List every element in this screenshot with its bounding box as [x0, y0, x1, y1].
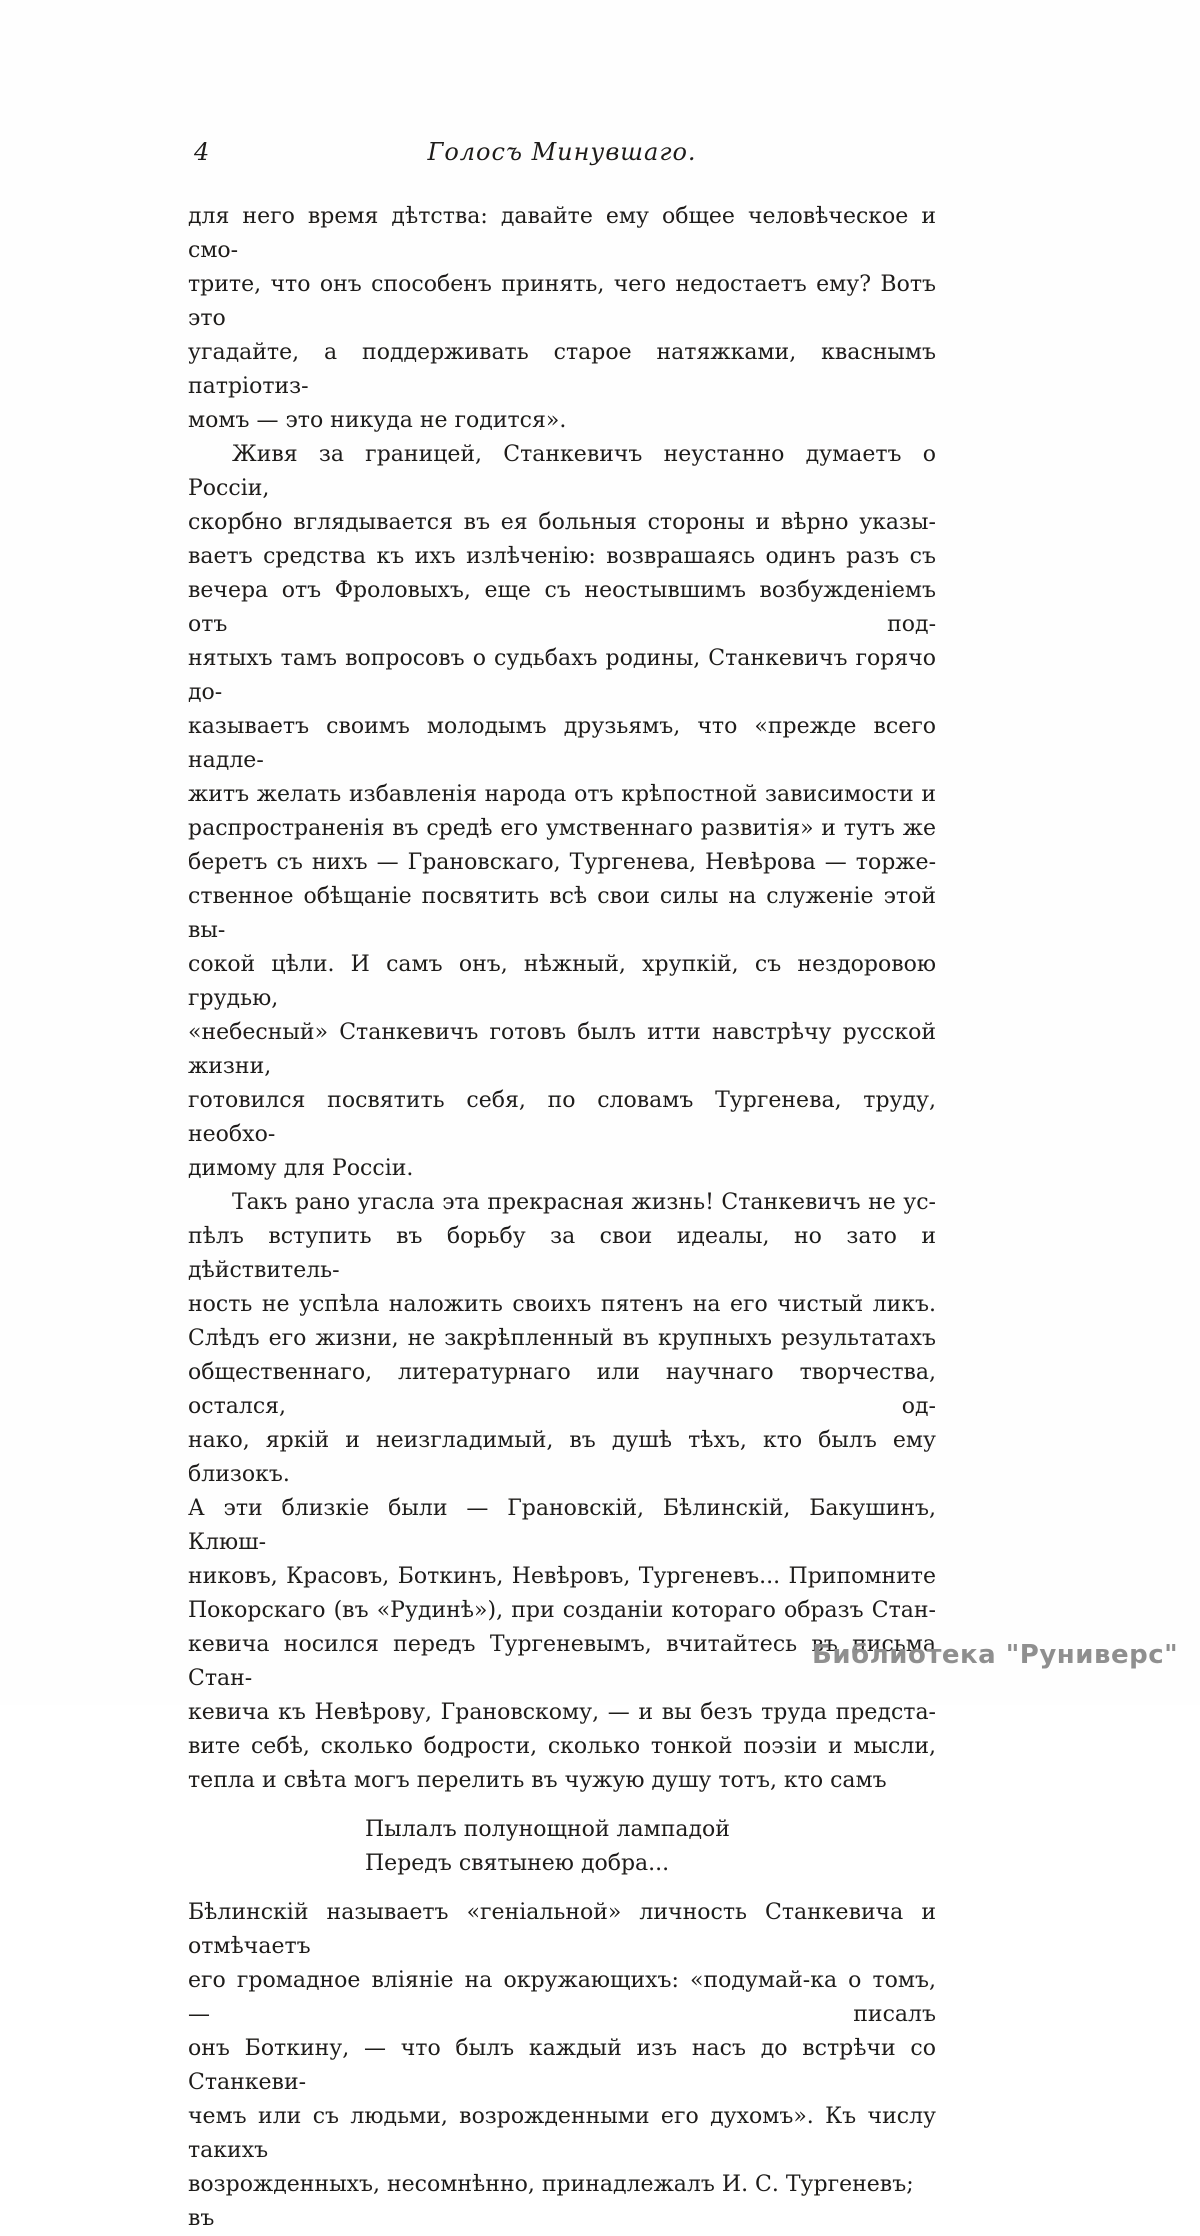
- text-line: кевича носился передъ Тургеневымъ, вчитайтесь въ письма Стан-: [188, 1632, 936, 1691]
- text-line: Слѣдъ его жизни, не закрѣпленный въ крупныхъ результатахъ: [188, 1326, 936, 1351]
- text-line: сокой цѣли. И самъ онъ, нѣжный, хрупкій, съ нездоровою грудью,: [188, 952, 936, 1011]
- text-line: готовился посвятить себя, по словамъ Тургенева, труду, необхо-: [188, 1088, 936, 1147]
- text-line: онъ Боткину, — что былъ каждый изъ насъ до встрѣчи со Станкеви-: [188, 2036, 936, 2095]
- text-line: распространенія въ средѣ его умственнаго развитія» и тутъ же: [188, 816, 936, 841]
- text-line: ность не успѣла наложить своихъ пятенъ на его чистый ликъ.: [188, 1292, 936, 1317]
- text-line: чемъ или съ людьми, возрожденными его духомъ». Къ числу такихъ: [188, 2104, 936, 2163]
- text-line: Пылалъ полунощной лампадой: [365, 1817, 730, 1842]
- text-line: ственное обѣщаніе посвятить всѣ свои силы на служеніе этой вы-: [188, 884, 936, 943]
- text-line: вите себѣ, сколько бодрости, сколько тонкой поэзіи и мысли,: [188, 1734, 936, 1759]
- text-line: нятыхъ тамъ вопросовъ о судьбахъ родины, Станкевичъ горячо до-: [188, 646, 936, 705]
- running-header: [188, 138, 936, 172]
- text-line: ваетъ средства къ ихъ излѣченію: возврашаясь одинъ разъ съ: [188, 544, 936, 569]
- text-line: тепла и свѣта могъ перелить въ чужую душу тотъ, кто самъ: [188, 1768, 887, 1793]
- text-line: никовъ, Красовъ, Боткинъ, Невѣровъ, Тургеневъ... Припомните: [188, 1564, 936, 1589]
- text-line: угадайте, а поддерживать старое натяжками, кваснымъ патріотиз-: [188, 340, 936, 399]
- library-watermark: Библиотека "Руниверс": [812, 1640, 1179, 1670]
- text-line: нако, яркій и неизгладимый, въ душѣ тѣхъ, кто былъ ему близокъ.: [188, 1428, 936, 1487]
- text-line: Покорскаго (въ «Рудинѣ»), при созданіи котораго образъ Стан-: [188, 1598, 936, 1623]
- verse-quote: [365, 1813, 936, 1881]
- text-line: для него время дѣтства: давайте ему общее человѣческое и смо-: [188, 204, 936, 263]
- text-line: житъ желать избавленія народа отъ крѣпостной зависимости и: [188, 782, 936, 807]
- text-line: димому для Россіи.: [188, 1156, 414, 1181]
- text-line: пѣлъ вступить въ борьбу за свои идеалы, но зато и дѣйствитель-: [188, 1224, 936, 1283]
- text-line: его громадное вліяніе на окружающихъ: «подумай-ка о томъ, — писалъ: [188, 1968, 936, 2027]
- paragraph: [188, 1186, 936, 1798]
- text-line: общественнаго, литературнаго или научнаго творчества, остался, од-: [188, 1360, 936, 1419]
- text-line: А эти близкіе были — Грановскій, Бѣлинскій, Бакушинъ, Клюш-: [188, 1496, 936, 1555]
- text-line: Живя за границей, Станкевичъ неустанно думаетъ о Россіи,: [188, 442, 936, 501]
- paragraph: [188, 200, 936, 438]
- text-line: вечера отъ Фроловыхъ, еще съ неостывшимъ возбужденіемъ отъ под-: [188, 578, 936, 637]
- page-number: 4: [194, 138, 210, 166]
- paragraph: [188, 1896, 936, 2236]
- paragraph: [188, 438, 936, 1186]
- text-line: кевича къ Невѣрову, Грановскому, — и вы безъ труда предста-: [188, 1700, 936, 1725]
- text-line: Такъ рано угасла эта прекрасная жизнь! Станкевичъ не ус-: [232, 1190, 936, 1215]
- text-line: возрожденныхъ, несомнѣнно, принадлежалъ И. С. Тургеневъ; въ: [188, 2172, 914, 2231]
- page-text: [188, 200, 936, 2236]
- text-line: казываетъ своимъ молодымъ друзьямъ, что «прежде всего надле-: [188, 714, 936, 773]
- text-line: скорбно вглядывается въ ея больныя стороны и вѣрно указы-: [188, 510, 936, 535]
- text-line: беретъ съ нихъ — Грановскаго, Тургенева, Невѣрова — торже-: [188, 850, 936, 875]
- text-line: Бѣлинскій называетъ «геніальной» личность Станкевича и отмѣчаетъ: [188, 1900, 936, 1959]
- text-line: Передъ святынею добра...: [365, 1851, 670, 1876]
- text-line: трите, что онъ способенъ принять, чего недостаетъ ему? Вотъ это: [188, 272, 936, 331]
- text-line: момъ — это никуда не годится».: [188, 408, 567, 433]
- running-title: Голосъ Минувшаго.: [427, 138, 697, 166]
- text-column: [188, 138, 936, 2236]
- text-line: «небесный» Станкевичъ готовъ былъ итти навстрѣчу русской жизни,: [188, 1020, 936, 1079]
